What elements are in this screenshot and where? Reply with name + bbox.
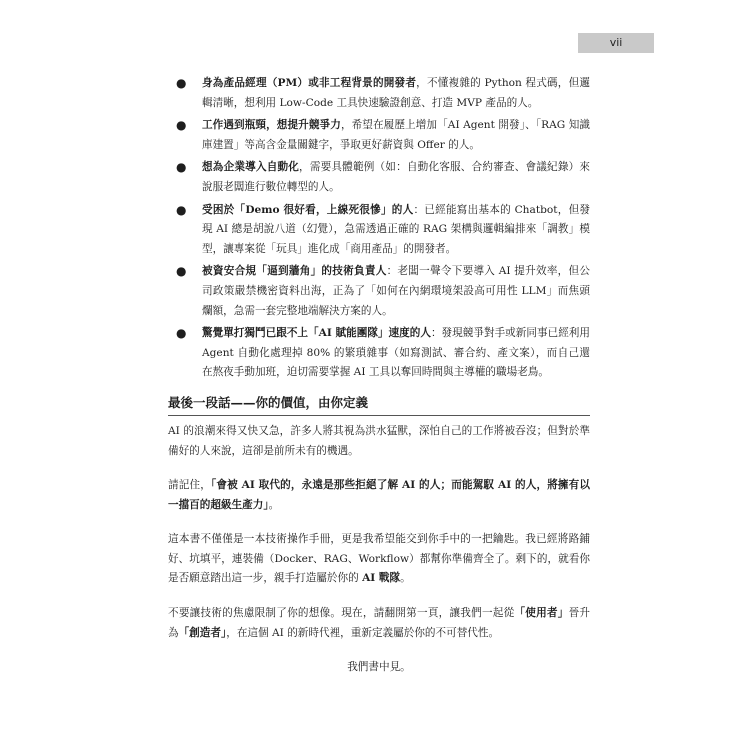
list-item: [168, 324, 590, 383]
para-text: 這本書不僅僅是一本技術操作手冊，更是我希望能交到你手中的一把鑰匙。我已經將路鋪好、坑填平，連裝備（Docker、RAG、Workflow）都幫你準備齊全了。剩下的，就看你是否願意踏出這一步，親手打造屬於你的: [168, 533, 590, 585]
para-text: 請記住，: [168, 479, 211, 492]
item-bold: 工作遇到瓶頸，想提升競爭力: [202, 119, 341, 132]
para-bold: 「使用者」: [514, 607, 569, 620]
item-text: ，希望在履歷上增加「AI Agent 開發」、「RAG 知識庫建置」等高含金量關鍵字，爭取更好薪資與 Offer 的人。: [202, 119, 591, 151]
page-number: vii: [578, 33, 654, 53]
audience-list: [168, 74, 590, 383]
item-text: ：已經能寫出基本的 Chatbot，但發現 AI 總是胡說八道（幻覺），急需透過正確的 RAG 架構與邏輯編排來「調教」模型，讓專案從「玩具」進化成「商用產品」的開發者。: [202, 203, 590, 255]
bullet-icon: ●: [176, 118, 187, 133]
item-bold: 受困於「Demo 很好看，上線死很慘」的人: [202, 203, 414, 216]
list-item: [168, 116, 590, 155]
bullet-icon: ●: [176, 76, 187, 90]
paragraph-4: [168, 604, 590, 643]
item-bold: 被資安合規「逼到牆角」的技術負責人: [202, 265, 387, 278]
list-item: [168, 158, 590, 197]
para-bold: 「創造者」: [178, 626, 227, 639]
section-heading: 最後一段話——你的價值，由你定義: [168, 392, 590, 416]
item-text: ：發現競爭對手或新同事已經利用 Agent 自動化處理掉 80% 的繁瑣雜事（如寫測試、審合約、產文案），而自己還在熬夜手動加班，迫切需要掌握 AI 工具以奪回時間與主導權的職場老鳥。: [202, 327, 590, 379]
bullet-icon: ●: [176, 326, 187, 341]
item-bold: 想為企業導入自動化: [202, 161, 300, 174]
item-text: ，不懂複雜的 Python 程式碼，但邏輯清晰，想利用 Low-Code 工具快速驗證創意、打造 MVP 產品的人。: [202, 77, 590, 109]
item-bold: 身為產品經理（PM）或非工程背景的開發者: [202, 77, 417, 89]
para-bold: AI 戰隊: [362, 572, 401, 585]
item-bold: 驚覺單打獨鬥已跟不上「AI 賦能團隊」速度的人: [202, 327, 431, 340]
paragraph-1: AI 的浪潮來得又快又急，許多人將其視為洪水猛獸，深怕自己的工作將被吞沒；但對於準備好的人來說，這卻是前所未有的機遇。: [168, 424, 590, 457]
closing-line: 我們書中見。: [347, 661, 411, 674]
para-text: 。: [268, 498, 280, 511]
para-text: 晉升為: [168, 607, 591, 639]
list-item: [168, 74, 590, 113]
bullet-icon: ●: [176, 160, 187, 175]
item-text: ：老闆一聲令下要導入 AI 提升效率，但公司政策嚴禁機密資料出海，正為了「如何在內網環境架設高可用性 LLM」而焦頭爛額，急需一套完整地端解決方案的人。: [202, 265, 590, 317]
para-text: 。: [400, 572, 411, 585]
page-body: [168, 74, 590, 678]
list-item: [168, 262, 590, 321]
bullet-icon: ●: [176, 202, 187, 217]
para-text: ，在這個 AI 的新時代裡，重新定義屬於你的不可替代性。: [226, 626, 500, 639]
bullet-icon: ●: [176, 264, 187, 279]
paragraph-2: [168, 476, 590, 515]
para-text: 不要讓技術的焦慮限制了你的想像。現在，請翻開第一頁，讓我們一起從: [168, 607, 515, 620]
item-text: ，需要具體範例（如：自動化客服、合約審查、會議紀錄）來說服老闆進行數位轉型的人。: [202, 161, 590, 193]
para-bold: 「會被 AI 取代的，永遠是那些拒絕了解 AI 的人；而能駕馭 AI 的人，將擁有以一擋百的超級生產力」: [168, 479, 590, 511]
paragraph-3: [168, 530, 590, 589]
list-item: [168, 201, 590, 260]
